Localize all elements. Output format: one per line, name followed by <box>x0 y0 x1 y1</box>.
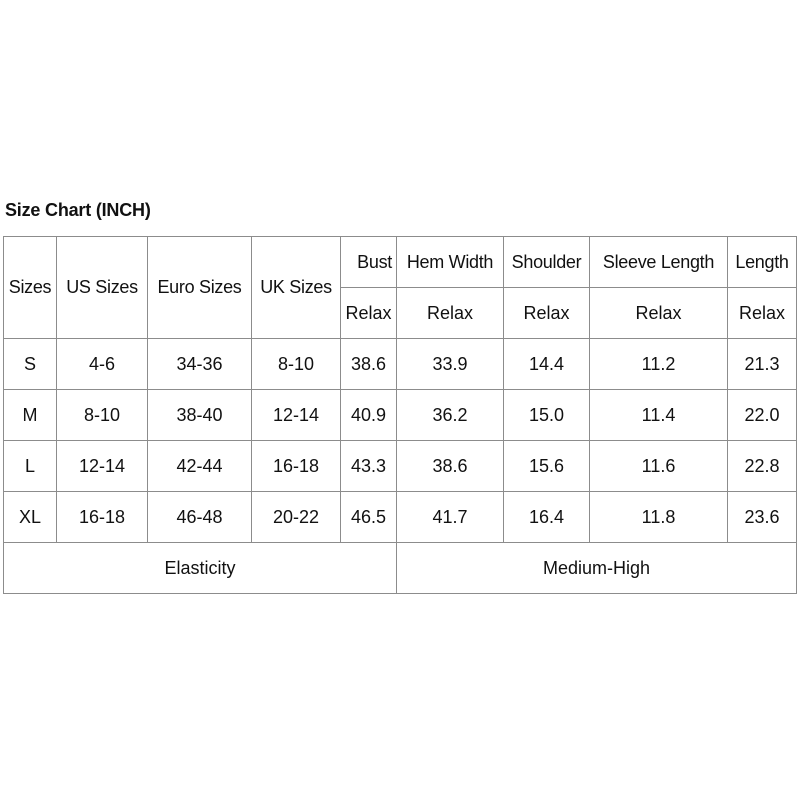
cell-size: XL <box>4 492 57 543</box>
elasticity-value: Medium-High <box>397 543 797 594</box>
cell-uk-size: 12-14 <box>252 390 341 441</box>
page-title: Size Chart (INCH) <box>5 200 151 220</box>
cell-us-size: 8-10 <box>57 390 148 441</box>
subheader-shoulder: Relax <box>504 288 590 339</box>
elasticity-label: Elasticity <box>4 543 397 594</box>
cell-size: M <box>4 390 57 441</box>
header-euro-sizes: Euro Sizes <box>148 237 252 339</box>
cell-sleeve-length: 11.6 <box>590 441 728 492</box>
cell-us-size: 16-18 <box>57 492 148 543</box>
cell-hem-width: 38.6 <box>397 441 504 492</box>
header-length: Length <box>728 237 797 288</box>
cell-us-size: 12-14 <box>57 441 148 492</box>
cell-us-size: 4-6 <box>57 339 148 390</box>
subheader-length: Relax <box>728 288 797 339</box>
table-row <box>4 390 797 441</box>
cell-length: 22.8 <box>728 441 797 492</box>
cell-shoulder: 16.4 <box>504 492 590 543</box>
cell-bust: 38.6 <box>341 339 397 390</box>
cell-length: 23.6 <box>728 492 797 543</box>
cell-bust: 46.5 <box>341 492 397 543</box>
table-row <box>4 492 797 543</box>
table-row <box>4 441 797 492</box>
subheader-bust: Relax <box>341 288 397 339</box>
cell-hem-width: 33.9 <box>397 339 504 390</box>
cell-size: S <box>4 339 57 390</box>
size-chart-table <box>3 236 797 594</box>
header-sleeve-length: Sleeve Length <box>590 237 728 288</box>
cell-euro-size: 34-36 <box>148 339 252 390</box>
cell-shoulder: 15.6 <box>504 441 590 492</box>
table-row <box>4 339 797 390</box>
header-shoulder: Shoulder <box>504 237 590 288</box>
subheader-sleeve-length: Relax <box>590 288 728 339</box>
cell-size: L <box>4 441 57 492</box>
subheader-hem-width: Relax <box>397 288 504 339</box>
header-sizes: Sizes <box>4 237 57 339</box>
cell-hem-width: 41.7 <box>397 492 504 543</box>
cell-shoulder: 14.4 <box>504 339 590 390</box>
cell-sleeve-length: 11.2 <box>590 339 728 390</box>
cell-uk-size: 16-18 <box>252 441 341 492</box>
header-bust: Bust <box>341 237 397 288</box>
cell-uk-size: 8-10 <box>252 339 341 390</box>
cell-bust: 43.3 <box>341 441 397 492</box>
cell-euro-size: 46-48 <box>148 492 252 543</box>
cell-length: 22.0 <box>728 390 797 441</box>
cell-sleeve-length: 11.4 <box>590 390 728 441</box>
cell-uk-size: 20-22 <box>252 492 341 543</box>
cell-sleeve-length: 11.8 <box>590 492 728 543</box>
cell-euro-size: 38-40 <box>148 390 252 441</box>
cell-hem-width: 36.2 <box>397 390 504 441</box>
cell-euro-size: 42-44 <box>148 441 252 492</box>
footer-row <box>4 543 797 594</box>
header-hem-width: Hem Width <box>397 237 504 288</box>
header-us-sizes: US Sizes <box>57 237 148 339</box>
cell-bust: 40.9 <box>341 390 397 441</box>
header-row <box>4 237 797 288</box>
header-uk-sizes: UK Sizes <box>252 237 341 339</box>
cell-length: 21.3 <box>728 339 797 390</box>
cell-shoulder: 15.0 <box>504 390 590 441</box>
